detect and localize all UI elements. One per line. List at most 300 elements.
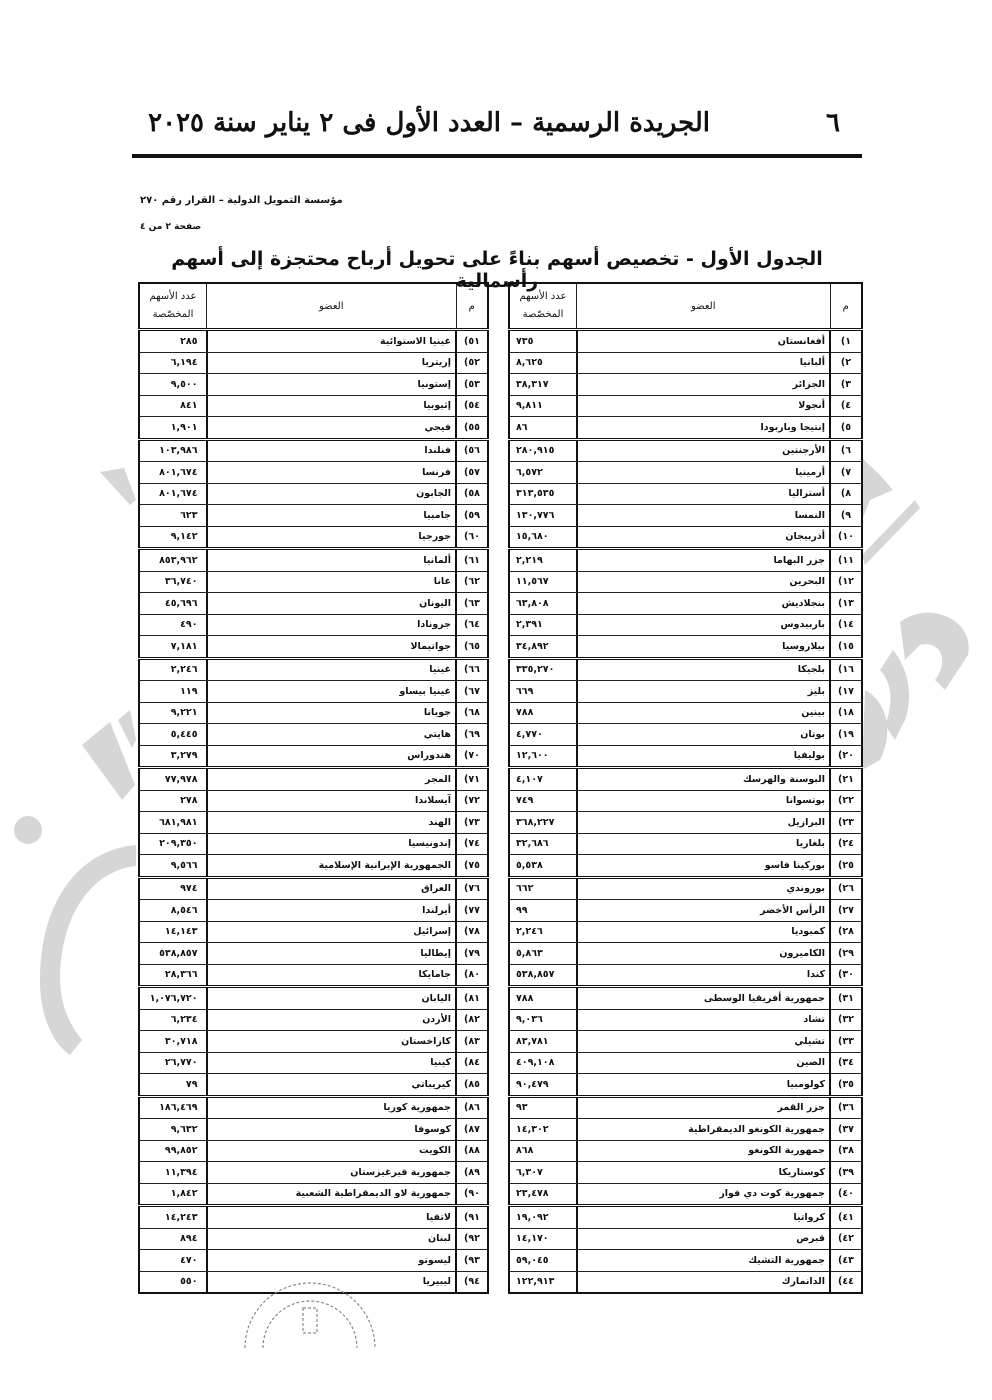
row-index: ٦٠) xyxy=(456,526,488,549)
member-name: كينيا xyxy=(207,1052,457,1074)
member-name: أفغانستان xyxy=(577,330,831,353)
allocated-shares: ٤٥,٦٩٦ xyxy=(139,593,207,615)
table-row xyxy=(509,439,862,462)
member-name: جمهورية التشيك xyxy=(577,1250,831,1272)
watermark-stroke xyxy=(118,710,136,748)
table-row xyxy=(139,833,488,855)
table-row xyxy=(509,833,862,855)
allocated-shares: ٨,٥٤٦ xyxy=(139,900,207,922)
table-header-row xyxy=(139,283,488,330)
row-index: ٧٤) xyxy=(456,833,488,855)
allocated-shares: ١١,٣٩٤ xyxy=(139,1162,207,1184)
allocated-shares: ٩٠,٤٧٩ xyxy=(509,1074,577,1097)
member-name: البرازيل xyxy=(577,812,831,834)
member-name: بوركينا فاسو xyxy=(577,855,831,878)
row-index: ٦٤) xyxy=(456,614,488,636)
table-row xyxy=(509,855,862,878)
allocated-shares: ٣١٣,٥٣٥ xyxy=(509,483,577,505)
allocated-shares: ٧٤٩ xyxy=(509,790,577,812)
row-index: ٣٠) xyxy=(830,964,862,987)
member-name: فيجي xyxy=(207,417,457,440)
member-name: العراق xyxy=(207,877,457,900)
row-index: ٢١) xyxy=(830,768,862,791)
table-row xyxy=(509,1074,862,1097)
member-name: تشاد xyxy=(577,1009,831,1031)
table-row xyxy=(509,1250,862,1272)
member-name: كازاخستان xyxy=(207,1031,457,1053)
table-row xyxy=(139,964,488,987)
table-row xyxy=(509,790,862,812)
allocated-shares: ٥,٨٦٣ xyxy=(509,943,577,965)
table-row xyxy=(139,549,488,572)
member-name: المجر xyxy=(207,768,457,791)
row-index: ١٣) xyxy=(830,593,862,615)
member-name: إثيوبيا xyxy=(207,395,457,417)
member-name: بوروندي xyxy=(577,877,831,900)
member-name: بينين xyxy=(577,702,831,724)
row-index: ٢٩) xyxy=(830,943,862,965)
row-index: ١٧) xyxy=(830,681,862,703)
table-row xyxy=(139,330,488,353)
stamp-emblem xyxy=(303,1308,317,1333)
header-shares xyxy=(509,283,577,330)
member-name: جرونادا xyxy=(207,614,457,636)
table-row xyxy=(139,987,488,1010)
row-index: ٢٣) xyxy=(830,812,862,834)
table-row xyxy=(509,724,862,746)
allocated-shares: ١٢٢,٩١٣ xyxy=(509,1271,577,1293)
allocated-shares: ١٣٠,٧٧٦ xyxy=(509,505,577,527)
row-index: ٥٢) xyxy=(456,352,488,374)
member-name: إندونيسيا xyxy=(207,833,457,855)
row-index: ٩٠) xyxy=(456,1183,488,1206)
header-member: العضو xyxy=(207,283,457,330)
table-row xyxy=(139,1183,488,1206)
allocated-shares: ٢٨,٣٦٦ xyxy=(139,964,207,987)
allocated-shares: ٢,٢١٩ xyxy=(509,549,577,572)
table-row xyxy=(509,417,862,440)
row-index: ١٨) xyxy=(830,702,862,724)
allocated-shares: ١١,٥٦٧ xyxy=(509,571,577,593)
row-index: ٧٧) xyxy=(456,900,488,922)
allocated-shares: ١,٠٧٦,٧٢٠ xyxy=(139,987,207,1010)
watermark-stroke xyxy=(862,690,887,770)
allocated-shares: ٨٠١,٦٧٤ xyxy=(139,483,207,505)
row-index: ٣٧) xyxy=(830,1119,862,1141)
allocated-shares: ٤٩٠ xyxy=(139,614,207,636)
header-shares-line1: عدد الأسهم xyxy=(519,291,567,302)
allocated-shares: ١٢,٦٠٠ xyxy=(509,745,577,768)
allocated-shares: ٩,٥٦٦ xyxy=(139,855,207,878)
table-row xyxy=(139,768,488,791)
table-row xyxy=(139,352,488,374)
row-index: ٥٤) xyxy=(456,395,488,417)
member-name: جمهورية الكونغو الديمقراطية xyxy=(577,1119,831,1141)
member-name: كرواتيا xyxy=(577,1206,831,1229)
table-row xyxy=(509,352,862,374)
allocated-shares: ٧٧,٩٧٨ xyxy=(139,768,207,791)
row-index: ٨٥) xyxy=(456,1074,488,1097)
table-row xyxy=(509,1096,862,1119)
allocated-shares: ٩٩ xyxy=(509,900,577,922)
allocated-shares: ٦,١٩٤ xyxy=(139,352,207,374)
member-name: فنلندا xyxy=(207,439,457,462)
allocation-table-right xyxy=(508,282,863,1294)
allocated-shares: ٢٨٠,٩١٥ xyxy=(509,439,577,462)
row-index: ١٥) xyxy=(830,636,862,659)
row-index: ٧٠) xyxy=(456,745,488,768)
table-row xyxy=(139,1031,488,1053)
member-name: أرمينيا xyxy=(577,462,831,484)
member-name: جمهورية كوت دي فوار xyxy=(577,1183,831,1206)
row-index: ٥) xyxy=(830,417,862,440)
table-row xyxy=(139,1096,488,1119)
row-index: ٨٤) xyxy=(456,1052,488,1074)
table-row xyxy=(139,417,488,440)
page-of-label: صفحة ٢ من ٤ xyxy=(140,222,202,232)
table-row xyxy=(139,593,488,615)
table-row xyxy=(139,702,488,724)
table-row xyxy=(139,526,488,549)
table-row xyxy=(139,571,488,593)
member-name: غانا xyxy=(207,571,457,593)
member-name: إنتيجا وباربودا xyxy=(577,417,831,440)
table-row xyxy=(139,1162,488,1184)
table-row xyxy=(509,505,862,527)
allocated-shares: ٥٥٠ xyxy=(139,1271,207,1293)
member-name: غينيا بيساو xyxy=(207,681,457,703)
member-name: الصين xyxy=(577,1052,831,1074)
member-name: جامايكا xyxy=(207,964,457,987)
member-name: جواتيمالا xyxy=(207,636,457,659)
row-index: ٨٨) xyxy=(456,1140,488,1162)
member-name: تشيلي xyxy=(577,1031,831,1053)
member-name: كوستاريكا xyxy=(577,1162,831,1184)
allocated-shares: ١٤,٣٠٢ xyxy=(509,1119,577,1141)
member-name: الهند xyxy=(207,812,457,834)
table-row xyxy=(139,439,488,462)
member-name: لبنان xyxy=(207,1228,457,1250)
header-shares-line2: المخصّصة xyxy=(152,309,194,320)
row-index: ٥٩) xyxy=(456,505,488,527)
row-index: ٩٣) xyxy=(456,1250,488,1272)
allocated-shares: ٦,٣٠٧ xyxy=(509,1162,577,1184)
row-index: ٣٨) xyxy=(830,1140,862,1162)
official-stamp xyxy=(235,1238,385,1348)
allocated-shares: ١٩,٠٩٢ xyxy=(509,1206,577,1229)
header-rule xyxy=(132,154,862,158)
row-index: ٢) xyxy=(830,352,862,374)
member-name: أستراليا xyxy=(577,483,831,505)
member-name: جمهورية قيرغيزستان xyxy=(207,1162,457,1184)
member-name: الكاميرون xyxy=(577,943,831,965)
row-index: ٧٨) xyxy=(456,921,488,943)
allocated-shares: ٦,٥٧٢ xyxy=(509,462,577,484)
row-index: ٧١) xyxy=(456,768,488,791)
row-index: ١٢) xyxy=(830,571,862,593)
row-index: ٤٢) xyxy=(830,1228,862,1250)
table-row xyxy=(139,855,488,878)
page-number: ٦ xyxy=(826,108,840,138)
row-index: ٨٢) xyxy=(456,1009,488,1031)
member-name: ألبانيا xyxy=(577,352,831,374)
watermark-stroke xyxy=(862,458,893,520)
row-index: ٩١) xyxy=(456,1206,488,1229)
member-name: البحرين xyxy=(577,571,831,593)
member-name: ليسوتو xyxy=(207,1250,457,1272)
table-row xyxy=(139,614,488,636)
member-name: اليونان xyxy=(207,593,457,615)
table-row xyxy=(509,877,862,900)
allocated-shares: ٤٧٠ xyxy=(139,1250,207,1272)
watermark-arc xyxy=(40,845,136,1055)
table-row xyxy=(139,681,488,703)
member-name: ألمانيا xyxy=(207,549,457,572)
allocated-shares: ٩٩,٨٥٢ xyxy=(139,1140,207,1162)
allocated-shares: ٨٩٤ xyxy=(139,1228,207,1250)
allocated-shares: ١٠٣,٩٨٦ xyxy=(139,439,207,462)
row-index: ٣) xyxy=(830,374,862,396)
member-name: كولومبيا xyxy=(577,1074,831,1097)
table-row xyxy=(139,483,488,505)
allocated-shares: ٧٣٥ xyxy=(509,330,577,353)
member-name: الجمهورية الإيرانية الإسلامية xyxy=(207,855,457,878)
row-index: ٧٩) xyxy=(456,943,488,965)
allocated-shares: ٢٧٨ xyxy=(139,790,207,812)
allocated-shares: ٨٦ xyxy=(509,417,577,440)
table-row xyxy=(509,374,862,396)
table-row xyxy=(509,681,862,703)
row-index: ٧٥) xyxy=(456,855,488,878)
row-index: ٦٣) xyxy=(456,593,488,615)
member-name: جورجيا xyxy=(207,526,457,549)
table-title: الجدول الأول - تخصيص أسهم بناءً على تحويل أرباح محتجزة إلى أسهم رأسمالية xyxy=(171,248,823,292)
allocated-shares: ٥٩,٠٤٥ xyxy=(509,1250,577,1272)
allocated-shares: ٢٣,٤٧٨ xyxy=(509,1183,577,1206)
row-index: ٣٣) xyxy=(830,1031,862,1053)
table-row xyxy=(509,987,862,1010)
row-index: ٢٤) xyxy=(830,833,862,855)
table-row xyxy=(509,462,862,484)
table-row xyxy=(509,1140,862,1162)
member-name: غينيا xyxy=(207,658,457,681)
allocated-shares: ٢٠٩,٣٥٠ xyxy=(139,833,207,855)
row-index: ٧٢) xyxy=(456,790,488,812)
member-name: النمسا xyxy=(577,505,831,527)
member-name: جزر القمر xyxy=(577,1096,831,1119)
allocated-shares: ٧٩ xyxy=(139,1074,207,1097)
allocated-shares: ٥,٤٤٥ xyxy=(139,724,207,746)
member-name: أيرلندا xyxy=(207,900,457,922)
allocated-shares: ٣٤,٨٩٢ xyxy=(509,636,577,659)
member-name: إيطاليا xyxy=(207,943,457,965)
allocated-shares: ٩,٦٣٢ xyxy=(139,1119,207,1141)
member-name: الأردن xyxy=(207,1009,457,1031)
member-name: بوتسوانا xyxy=(577,790,831,812)
row-index: ٥١) xyxy=(456,330,488,353)
row-index: ١١) xyxy=(830,549,862,572)
row-index: ٣٦) xyxy=(830,1096,862,1119)
row-index: ٧٣) xyxy=(456,812,488,834)
row-index: ٢٠) xyxy=(830,745,862,768)
table-row xyxy=(139,745,488,768)
table-row xyxy=(509,768,862,791)
row-index: ٢٦) xyxy=(830,877,862,900)
row-index: ٨٣) xyxy=(456,1031,488,1053)
allocated-shares: ٩,٥٠٠ xyxy=(139,374,207,396)
allocated-shares: ٦٨١,٩٨١ xyxy=(139,812,207,834)
row-index: ٨٧) xyxy=(456,1119,488,1141)
allocated-shares: ١٨٦,٤٦٩ xyxy=(139,1096,207,1119)
member-name: فرنسا xyxy=(207,462,457,484)
allocated-shares: ١,٩٠١ xyxy=(139,417,207,440)
table-row xyxy=(509,1009,862,1031)
table-row xyxy=(139,462,488,484)
table-row xyxy=(509,549,862,572)
table-row xyxy=(509,943,862,965)
allocated-shares: ٨,٦٢٥ xyxy=(509,352,577,374)
allocated-shares: ٣٣٥,٢٧٠ xyxy=(509,658,577,681)
table-row xyxy=(139,943,488,965)
row-index: ٣١) xyxy=(830,987,862,1010)
row-index: ٥٨) xyxy=(456,483,488,505)
table-row xyxy=(139,900,488,922)
member-name: بوليفيا xyxy=(577,745,831,768)
member-name: بيلاروسيا xyxy=(577,636,831,659)
member-name: الرأس الأخضر xyxy=(577,900,831,922)
table-row xyxy=(509,1228,862,1250)
member-name: قبرص xyxy=(577,1228,831,1250)
row-index: ٨١) xyxy=(456,987,488,1010)
allocated-shares: ٥٣٨,٨٥٧ xyxy=(509,964,577,987)
row-index: ٥٧) xyxy=(456,462,488,484)
row-index: ٦٥) xyxy=(456,636,488,659)
member-name: الجابون xyxy=(207,483,457,505)
member-name: جمهورية لاو الديمقراطية الشعبية xyxy=(207,1183,457,1206)
allocated-shares: ٦٣,٨٠٨ xyxy=(509,593,577,615)
row-index: ٣٥) xyxy=(830,1074,862,1097)
allocated-shares: ٩,١٤٢ xyxy=(139,526,207,549)
allocated-shares: ٩٣ xyxy=(509,1096,577,1119)
allocated-shares: ٣٠,٧١٨ xyxy=(139,1031,207,1053)
table-row xyxy=(139,1074,488,1097)
row-index: ٨٦) xyxy=(456,1096,488,1119)
table-row xyxy=(139,724,488,746)
member-name: البوسنة والهرسك xyxy=(577,768,831,791)
allocated-shares: ٢,٣٩١ xyxy=(509,614,577,636)
allocated-shares: ٧,١٨١ xyxy=(139,636,207,659)
table-row xyxy=(509,483,862,505)
table-row xyxy=(509,658,862,681)
header-index: م xyxy=(830,283,862,330)
row-index: ٦٢) xyxy=(456,571,488,593)
allocated-shares: ٦٦٩ xyxy=(509,681,577,703)
member-name: كوسوفا xyxy=(207,1119,457,1141)
member-name: اليابان xyxy=(207,987,457,1010)
table-row xyxy=(139,1052,488,1074)
row-index: ٣٢) xyxy=(830,1009,862,1031)
page-header xyxy=(132,104,860,154)
table-row xyxy=(139,1009,488,1031)
allocated-shares: ٣٦,٧٤٠ xyxy=(139,571,207,593)
allocated-shares: ١٥,٦٨٠ xyxy=(509,526,577,549)
row-index: ٦١) xyxy=(456,549,488,572)
member-name: بلجيكا xyxy=(577,658,831,681)
table-row xyxy=(509,1031,862,1053)
table-row xyxy=(509,593,862,615)
allocated-shares: ١,٨٤٢ xyxy=(139,1183,207,1206)
row-index: ٨٩) xyxy=(456,1162,488,1184)
row-index: ٦) xyxy=(830,439,862,462)
row-index: ٩٤) xyxy=(456,1271,488,1293)
allocated-shares: ٣٦٨,٢٢٧ xyxy=(509,812,577,834)
table-row xyxy=(509,812,862,834)
table-row xyxy=(509,900,862,922)
allocated-shares: ٢٦,٧٧٠ xyxy=(139,1052,207,1074)
member-name: بنجلاديش xyxy=(577,593,831,615)
row-index: ٦٦) xyxy=(456,658,488,681)
row-index: ٨٠) xyxy=(456,964,488,987)
allocated-shares: ٤٠٩,١٠٨ xyxy=(509,1052,577,1074)
table-row xyxy=(139,1140,488,1162)
table-row xyxy=(509,1206,862,1229)
member-name: بليز xyxy=(577,681,831,703)
row-index: ١٠) xyxy=(830,526,862,549)
watermark-stroke xyxy=(862,500,920,565)
row-index: ١٩) xyxy=(830,724,862,746)
table-body-right xyxy=(509,330,862,1294)
member-name: الدانمارك xyxy=(577,1271,831,1293)
watermark-dot xyxy=(14,816,42,844)
row-index: ٩٢) xyxy=(456,1228,488,1250)
row-index: ٥٦) xyxy=(456,439,488,462)
table-row xyxy=(139,877,488,900)
header-member: العضو xyxy=(577,283,831,330)
member-name: جمهورية أفريقيا الوسطى xyxy=(577,987,831,1010)
member-name: جمهورية الكونغو xyxy=(577,1140,831,1162)
allocated-shares: ٨٤١ xyxy=(139,395,207,417)
header-shares xyxy=(139,283,207,330)
row-index: ٥٥) xyxy=(456,417,488,440)
allocated-shares: ٧٨٨ xyxy=(509,702,577,724)
member-name: كمبوديا xyxy=(577,921,831,943)
member-name: لاتفيا xyxy=(207,1206,457,1229)
allocated-shares: ٥,٥٣٨ xyxy=(509,855,577,878)
table-row xyxy=(509,921,862,943)
member-name: هندوراس xyxy=(207,745,457,768)
allocated-shares: ٨٠١,٦٧٤ xyxy=(139,462,207,484)
allocated-shares: ١١٩ xyxy=(139,681,207,703)
allocated-shares: ٢,٢٤٦ xyxy=(139,658,207,681)
member-name: الجزائر xyxy=(577,374,831,396)
allocated-shares: ٣٨,٣١٧ xyxy=(509,374,577,396)
member-name: جزر البهاما xyxy=(577,549,831,572)
row-index: ٦٩) xyxy=(456,724,488,746)
allocated-shares: ٩,٢٢١ xyxy=(139,702,207,724)
row-index: ٢٧) xyxy=(830,900,862,922)
allocated-shares: ٩٧٤ xyxy=(139,877,207,900)
allocated-shares: ٨٣,٧٨١ xyxy=(509,1031,577,1053)
table-row xyxy=(139,1119,488,1141)
row-index: ٥٣) xyxy=(456,374,488,396)
table-row xyxy=(509,745,862,768)
member-name: الأرجنتين xyxy=(577,439,831,462)
allocated-shares: ٨٦٨ xyxy=(509,1140,577,1162)
allocated-shares: ٧٨٨ xyxy=(509,987,577,1010)
gazette-title: الجريدة الرسمية – العدد الأول فى ٢ يناير سنة ٢٠٢٥ xyxy=(148,108,710,138)
row-index: ٤٠) xyxy=(830,1183,862,1206)
table-row xyxy=(139,505,488,527)
